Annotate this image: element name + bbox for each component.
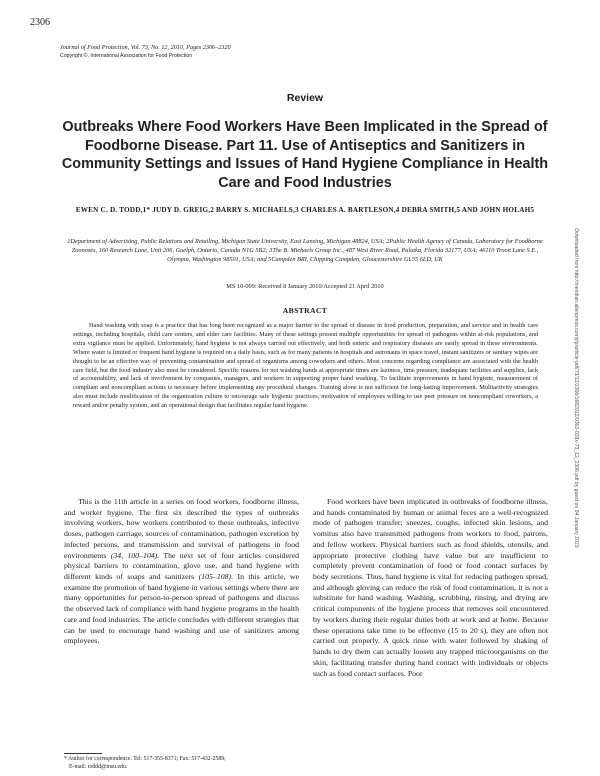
body-column-left bbox=[64, 497, 299, 647]
download-watermark-text: Downloaded from http://meridian.allenpress.com/jfp/article-pdf/73/12/2306/1682012/0362-028x-73_12_2306.pdf by guest on 04 January 2023 bbox=[573, 228, 579, 548]
page-number: 2306 bbox=[30, 17, 50, 28]
footnote-contact: * Author for correspondence. Tel: 517-355-8371; Fax: 517-432-2589; bbox=[64, 756, 226, 762]
manuscript-dates: MS 10-009: Received 8 January 2010/Accepted 21 April 2010 bbox=[226, 283, 384, 290]
abstract-text: Hand washing with soap is a practice that has long been recognized as a major barrier to the spread of disease in food production, preparation, and service and in health care settings, including hospitals, child care centers, and elder care facilities. Many of these settings present multiple opportunities for spread of pathogens within at-risk populations, and extra vigilance must be applied. Unfortunately, hand hygiene is not always carried out effectively, and both enteric and respiratory diseases are easily spread in these environments. Where water is limited or frequent hand hygiene is required on a daily basis, such as for many patients in hospitals and astronauts in space travel, instant sanitizers or sanitary wipes are thought to be an effective way of preventing contamination and spread of organisms among coworkers and others. Most concerns regarding compliance are associated with the health care field, but the food industry also must be considered. Specific reasons for not washing hands at appropriate times are laziness, time pressure, inadequate facilities and supplies, lack of accountability, and lack of involvement by companies, managers, and workers in supporting proper hand washing. To facilitate improvements in hand hygiene, measurement of compliant and noncompliant actions is necessary before implementing any procedural changes. Training alone is not sufficient for long-lasting improvement. Multiactivity strategies also must include modification of the organization culture to encourage safe hygienic practices, motivation of employees willing to use peer pressure on noncompliant coworkers, a reward and/or penalty system, and an operational design that facilitates regular hand hygiene. bbox=[73, 322, 538, 410]
citation-2: (105–108) bbox=[198, 572, 232, 582]
abstract-heading: ABSTRACT bbox=[282, 306, 328, 315]
author-list: EWEN C. D. TODD,1* JUDY D. GREIG,2 BARRY S. MICHAELS,3 CHARLES A. BARTLESON,4 DEBRA SMITH,5 AND JOHN HOLAH5 bbox=[75, 206, 535, 214]
footnote-rule bbox=[64, 753, 102, 754]
body-paragraph: Food workers have been implicated in outbreaks of foodborne illness, and hands contaminated by human or animal feces are a well-recognized mode of pathogen transfer; sneezes, coughs, infected skin lesions, and vomitus also have transmitted pathogens from workers to food, patrons, and fellow workers. Physical barriers such as food shields, utensils, and appropriate protective clothing have value but are insufficient to completely prevent contamination of food or food contact surfaces by body secretions. Thus, hand hygiene is vital for reducing pathogen spread, and although gloving can reduce the risk of food contamination, it is not a substitute for hand washing. Washing, scrubbing, rinsing, and drying are critical components of the hygiene process that removes soil encountered by workers during their regular duties both at work and at home. Because these operations take time to be effective (15 to 20 s), they are often not carried out properly. A quick rinse with water followed by shaking of hands to dry them can actually loosen any trapped microorganisms on the skin, facilitating transfer during hand contact with individuals or objects such as food contact surfaces. Poor bbox=[313, 497, 548, 678]
body-column-right bbox=[313, 497, 548, 679]
copyright-notice: Copyright ©, International Association for Food Protection bbox=[60, 53, 193, 59]
correspondence-footnote bbox=[64, 756, 304, 771]
footnote-email: E-mail: toddd@msu.edu. bbox=[69, 763, 128, 770]
intro-text-3: . In this article, we examine the promotion of hand hygiene in various settings where there are many opportunities for person-to-person spread of pathogens and discuss the observed lack of compliance with hand hygiene programs in the health care and food industries. The article concludes with different strategies that can be used to encourage hand washing and use of sanitizers among employees. bbox=[64, 572, 300, 646]
section-label: Review bbox=[286, 92, 324, 104]
intro-text-2: . The next set of four articles considered physical barriers to contamination, glove use, and hand hygiene with different kinds of soaps and sanitizers bbox=[64, 550, 299, 582]
author-affiliations: 1Department of Advertising, Public Relations and Retailing, Michigan State University, East Lansing, Michigan 48824, USA; 2Public Health Agency of Canada, Laboratory for Foodborne Zoonoses, 160 Research Lane, Unit 206, Guelph, Ontario, Canada N1G 5B2; 3The B. Michaels Group Inc., 487 West River Road, Palatka, Florida 32177, USA; 46110 Troon Lane S.E., Olympia, Washington 98501, USA; and 5Campden BRI, Chipping Campden, Gloucestershire GL55 6LD, UK bbox=[67, 238, 543, 264]
citation-1: (34, 100–104) bbox=[110, 550, 158, 560]
journal-citation: Journal of Food Protection, Vol. 73, No. 12, 2010, Pages 2306–2320 bbox=[60, 44, 231, 51]
article-title: Outbreaks Where Food Workers Have Been Implicated in the Spread of Foodborne Disease. Part 11. Use of Antiseptics and Sanitizers in Community Settings and Issues of Hand Hygiene Compliance in Health Care and Food Industries bbox=[61, 119, 549, 191]
intro-text-1: This is the 11th article in a series on food workers, foodborne illness, and worker hygiene. The first six described the types of outbreaks involving workers, how workers contributed to these outbreaks, infective doses, pathogen carriage, sources of contamination, pathogen excretion by infected persons, and transmission and survival of pathogens in food environments bbox=[64, 497, 299, 560]
intro-paragraph bbox=[64, 497, 299, 647]
